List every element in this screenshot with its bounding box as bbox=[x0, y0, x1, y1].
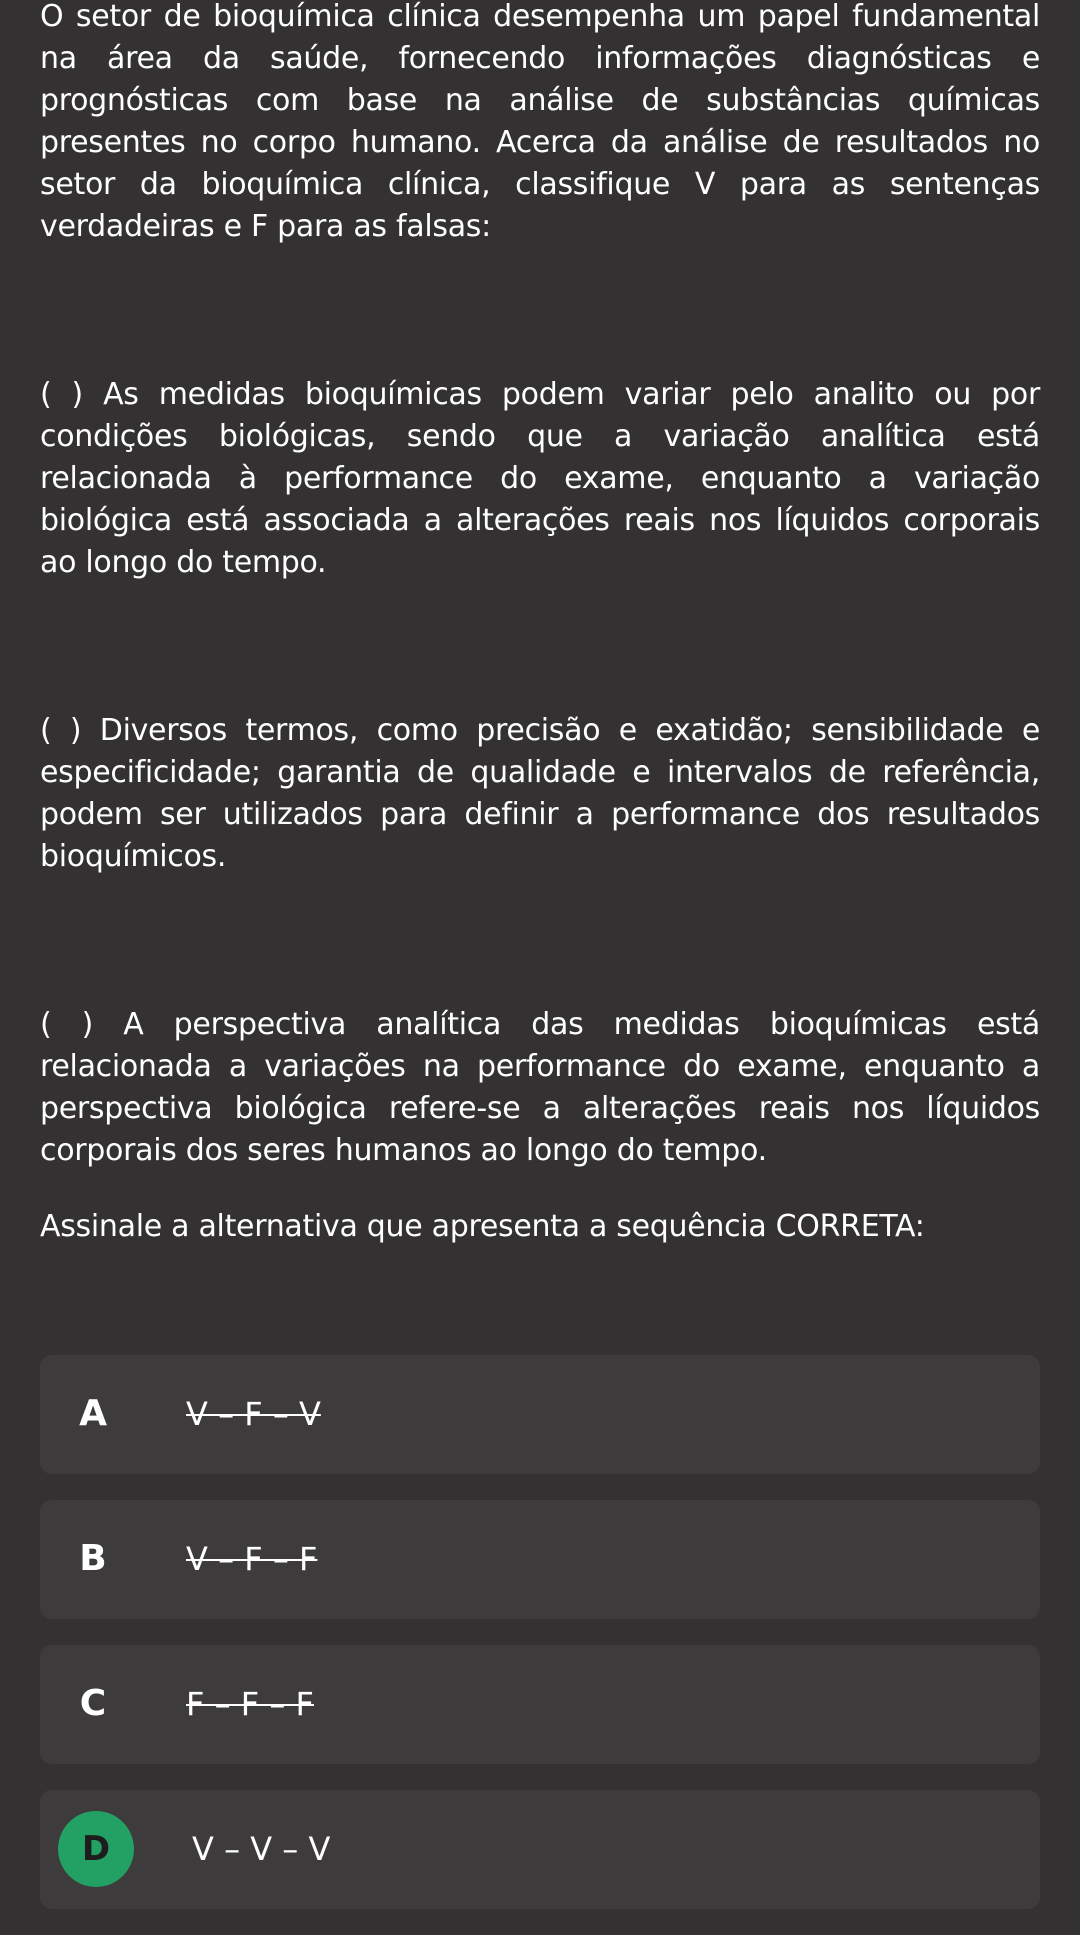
option-c[interactable] bbox=[40, 1645, 1040, 1764]
question-prompt: Assinale a alternativa que apresenta a sequência CORRETA: bbox=[40, 1209, 925, 1244]
question-content bbox=[40, 0, 1040, 1248]
option-d[interactable] bbox=[40, 1790, 1040, 1909]
question-intro: O setor de bioquímica clínica desempenha um papel fundamental na área da saúde, fornecendo informações diagnósticas e prognósticas com base na análise de substâncias químicas presentes no corpo humano. Acerca da análise de resultados no setor da bioquímica clínica, classifique V para as sentenças verdadeiras e F para as falsas: bbox=[40, 0, 1040, 244]
statement-2: ( ) Diversos termos, como precisão e exatidão; sensibilidade e especificidade; garantia de qualidade e intervalos de referência, podem ser utilizados para definir a performance dos resultados bioquímicos. bbox=[40, 713, 1040, 874]
option-text: V – F – V bbox=[186, 1395, 321, 1433]
statement-1: ( ) As medidas bioquímicas podem variar pelo analito ou por condições biológicas, sendo que a variação analítica está relacionada à performance do exame, enquanto a variação biológica está associada a alterações reais nos líquidos corporais ao longo do tempo. bbox=[40, 377, 1040, 580]
option-letter: A bbox=[79, 1393, 107, 1434]
option-text: F – F – F bbox=[186, 1685, 314, 1723]
option-b[interactable] bbox=[40, 1500, 1040, 1619]
statement-3: ( ) A perspectiva analítica das medidas bioquímicas está relacionada a variações na performance do exame, enquanto a perspectiva biológica refere-se a alterações reais nos líquidos corporais dos seres humanos ao longo do tempo. bbox=[40, 1007, 1040, 1168]
option-letter: B bbox=[79, 1538, 107, 1579]
option-text: V – V – V bbox=[192, 1830, 331, 1868]
answer-options bbox=[40, 1355, 1040, 1935]
selected-option-badge: D bbox=[58, 1811, 134, 1887]
option-text: V – F – F bbox=[186, 1540, 318, 1578]
option-a[interactable] bbox=[40, 1355, 1040, 1474]
option-letter: C bbox=[79, 1683, 107, 1724]
